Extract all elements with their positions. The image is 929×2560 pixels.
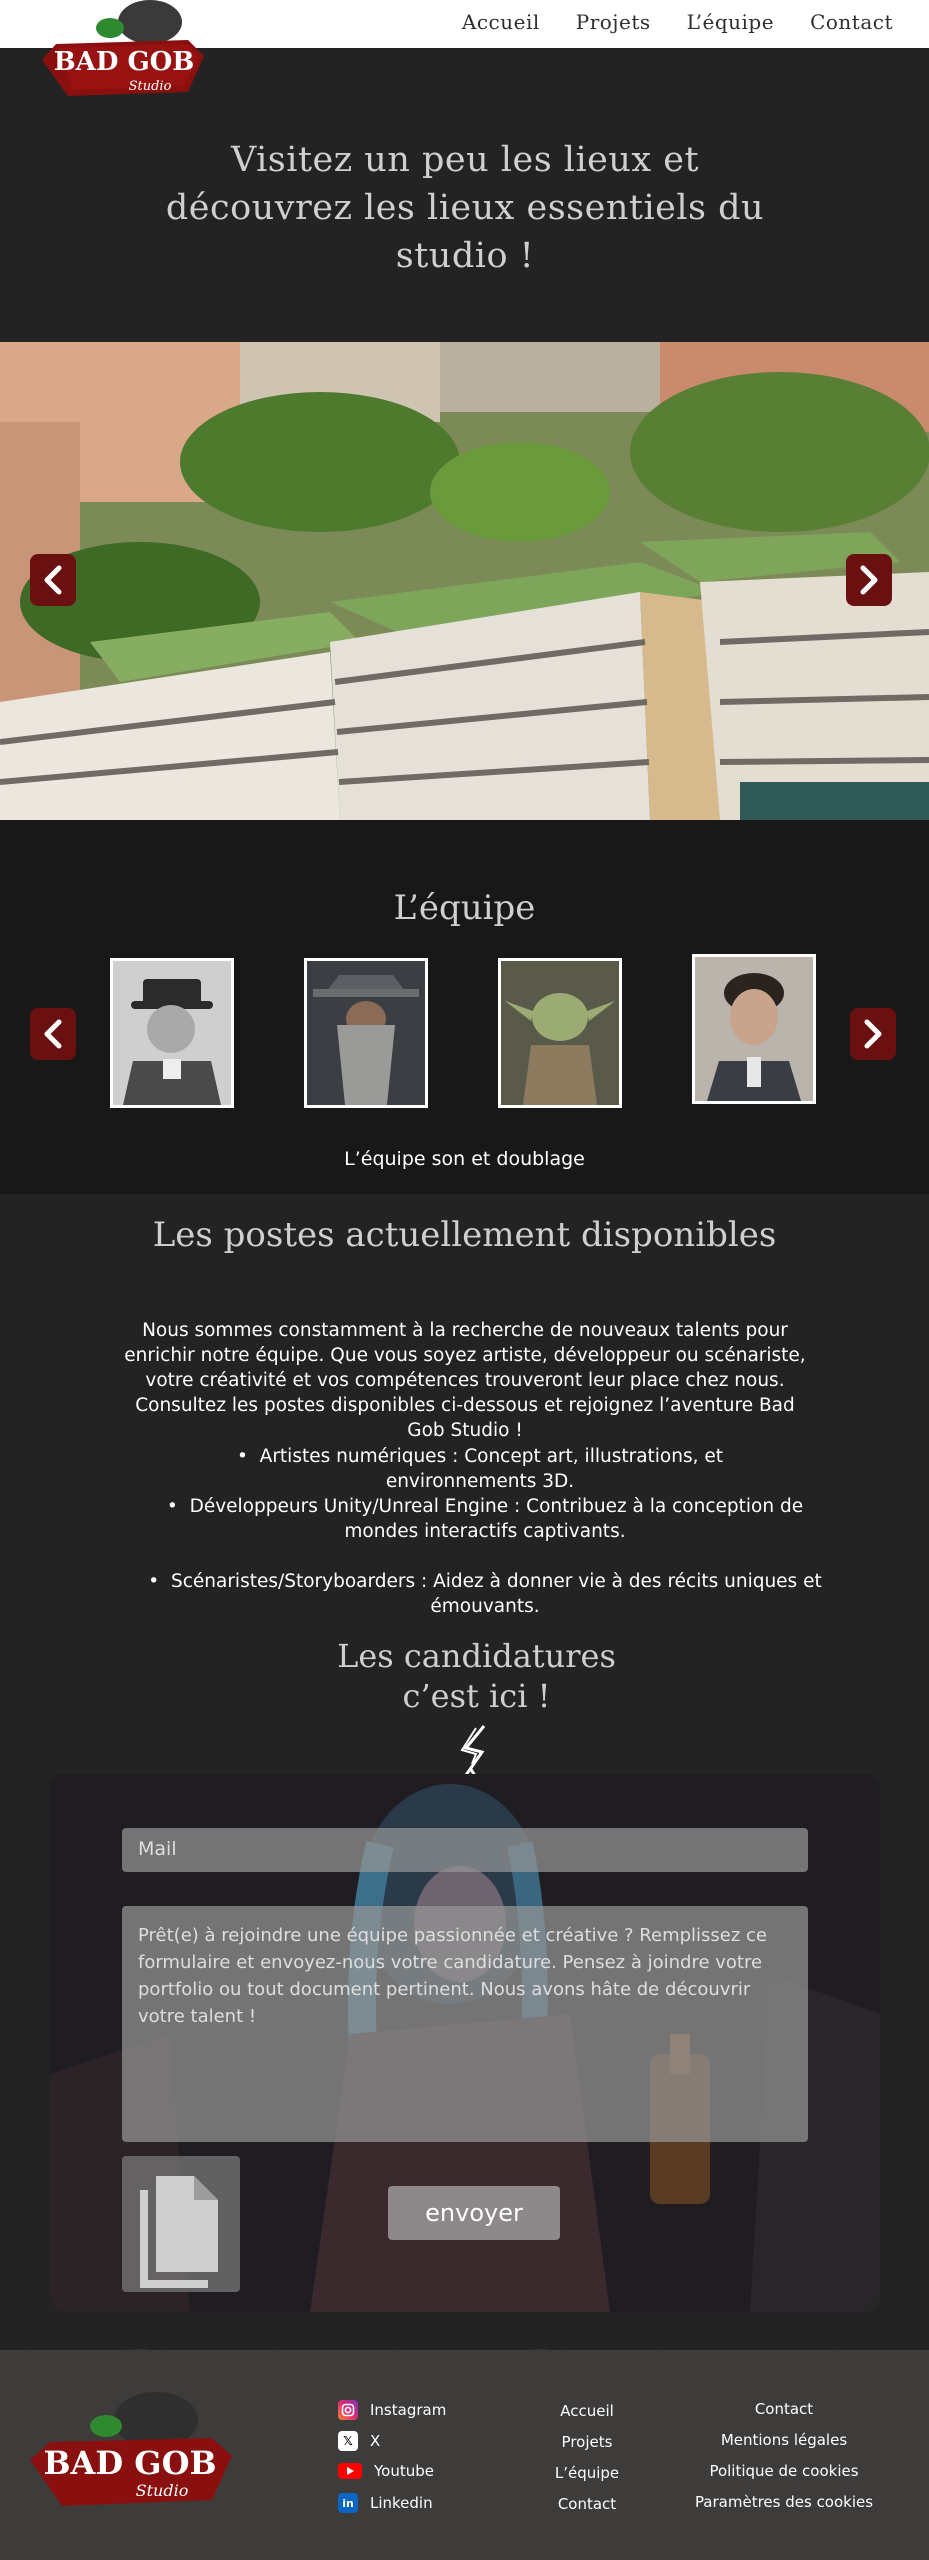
social-label: X: [370, 2432, 381, 2450]
application-form: [50, 1774, 880, 2312]
portrait-image: [113, 961, 231, 1105]
logo-graphic: [38, 0, 210, 110]
chevron-left-icon: [42, 1019, 64, 1049]
team-portrait-4[interactable]: [692, 954, 816, 1104]
hero-headline: [160, 136, 770, 280]
bullet-dot: •: [166, 1496, 190, 1517]
social-x[interactable]: [338, 2431, 380, 2451]
nav-link-accueil[interactable]: Accueil: [461, 10, 540, 34]
hero-line-2: découvrez les lieux essentiels du: [165, 188, 765, 228]
team-section: [0, 820, 929, 1194]
hero-line-3: studio !: [395, 236, 535, 276]
social-youtube[interactable]: [338, 2462, 434, 2480]
social-instagram[interactable]: [338, 2400, 446, 2420]
apply-title-line-1: Les candidatures: [337, 1637, 616, 1675]
logo[interactable]: [38, 0, 210, 110]
footer-torn-edge: [0, 2344, 929, 2364]
nav-link-projets[interactable]: Projets: [575, 10, 651, 34]
footer-link-equipe[interactable]: L’équipe: [554, 2464, 620, 2482]
photo-prev-button[interactable]: [30, 554, 76, 606]
bullet-dot: •: [236, 1446, 260, 1467]
footer: [0, 2350, 929, 2560]
footer-link-contact[interactable]: Contact: [557, 2495, 617, 2513]
team-portrait-1[interactable]: [110, 958, 234, 1108]
social-label: Youtube: [374, 2462, 434, 2480]
portrait-image: [501, 961, 619, 1105]
jobs-intro: Nous sommes constamment à la recherche de nouveaux talents pour enrichir notre équipe. Que vous soyez artiste, développeur ou scénariste, votre créativité et vos compétences trouveront leur place chez nous. Consultez les postes disponibles ci-dessous et rejoignez l’aventure Bad Gob Studio !: [124, 1320, 806, 1441]
job-item-text: Développeurs Unity/Unreal Engine : Contribuez à la conception de mondes interactifs captivants.: [189, 1496, 804, 1542]
footer-link-projets[interactable]: Projets: [561, 2433, 613, 2451]
instagram-icon: [338, 2400, 358, 2420]
nav-link-contact[interactable]: Contact: [810, 10, 893, 34]
linkedin-icon: in: [338, 2493, 358, 2513]
social-label: Instagram: [370, 2401, 447, 2419]
mail-input[interactable]: [122, 1828, 808, 1872]
footer-link-accueil[interactable]: Accueil: [560, 2402, 614, 2420]
footer-logo-text: BAD GOB: [43, 2444, 217, 2482]
footer-legal-cookies-settings[interactable]: Paramètres des cookies: [694, 2493, 874, 2511]
message-placeholder: Prêt(e) à rejoindre une équipe passionnée et créative ? Remplissez ce formulaire et envoyez-nous votre candidature. Pensez à joindre votre portfolio ou tout document pertinent. Nous avons hâte de découvrir votre talent !: [138, 1925, 767, 2027]
document-icon: [122, 2156, 240, 2292]
footer-logo[interactable]: [26, 2390, 236, 2520]
send-button[interactable]: envoyer: [388, 2186, 560, 2240]
team-portrait-2[interactable]: [304, 958, 428, 1108]
photo-next-button[interactable]: [846, 554, 892, 606]
footer-legal-cookies-policy[interactable]: Politique de cookies: [709, 2462, 859, 2480]
logo-text: BAD GOB: [53, 47, 195, 77]
portrait-image: [695, 957, 813, 1101]
chevron-right-icon: [862, 1019, 884, 1049]
studio-photo-carousel: [0, 342, 929, 820]
nav-link-equipe[interactable]: L’équipe: [686, 10, 775, 34]
job-item-text: Artistes numériques : Concept art, illustrations, et environnements 3D.: [259, 1446, 724, 1492]
file-upload-button[interactable]: [122, 2156, 240, 2292]
footer-logo-subtext: Studio: [135, 2481, 189, 2500]
x-icon: 𝕏: [338, 2431, 358, 2451]
social-linkedin[interactable]: [338, 2493, 433, 2513]
mail-placeholder: Mail: [138, 1838, 177, 1860]
team-portrait-3[interactable]: [498, 958, 622, 1108]
message-textarea[interactable]: [122, 1906, 808, 2142]
studio-photo: [0, 342, 929, 820]
bullet-dot: •: [148, 1571, 171, 1592]
job-item: [160, 1444, 800, 1494]
job-item: [110, 1569, 860, 1619]
job-item-text: Scénaristes/Storyboarders : Aidez à donner vie à des récits uniques et émouvants.: [170, 1571, 822, 1617]
chevron-left-icon: [42, 565, 64, 595]
team-caption: L’équipe son et doublage: [344, 1148, 585, 1170]
portrait-image: [307, 961, 425, 1105]
team-title: L’équipe: [393, 888, 536, 928]
footer-legal-mentions[interactable]: Mentions légales: [720, 2431, 848, 2449]
logo-subtext: Studio: [128, 79, 172, 94]
youtube-icon: [338, 2463, 362, 2479]
apply-title-line-2: c’est ici !: [402, 1677, 551, 1715]
nav-links: [462, 10, 893, 34]
social-label: Linkedin: [370, 2494, 433, 2512]
team-prev-button[interactable]: [30, 1008, 76, 1060]
team-next-button[interactable]: [850, 1008, 896, 1060]
jobs-title: Les postes actuellement disponibles: [152, 1215, 777, 1255]
hero-line-1: Visitez un peu les lieux et: [230, 140, 700, 180]
footer-logo-graphic: [26, 2390, 236, 2520]
chevron-right-icon: [858, 565, 880, 595]
job-item: [150, 1494, 820, 1544]
footer-legal-contact[interactable]: Contact: [754, 2400, 814, 2418]
apply-title: [0, 1636, 929, 1716]
